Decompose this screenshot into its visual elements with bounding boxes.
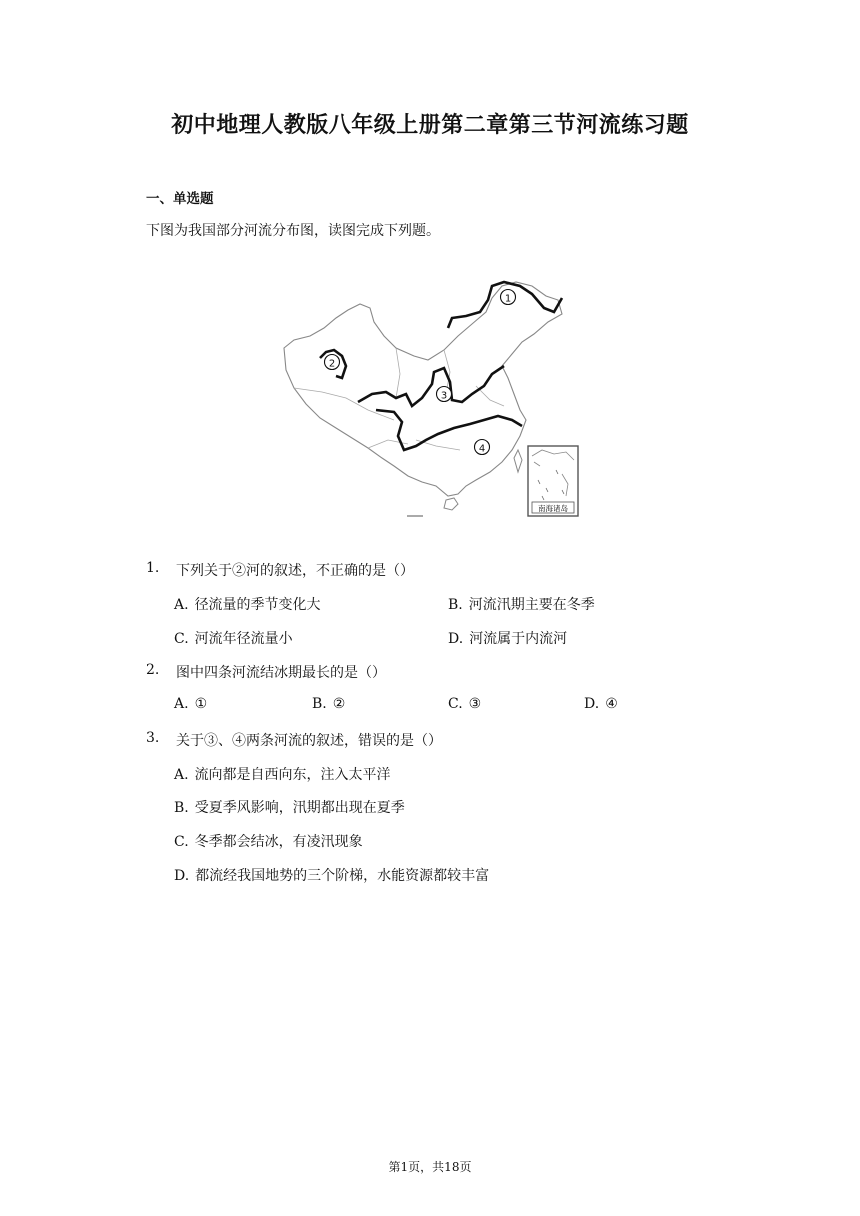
option-text: 流向都是自西向东，注入太平洋	[194, 767, 391, 783]
page-footer: 第1页，共18页	[388, 1160, 472, 1174]
option-text: ③	[468, 696, 482, 712]
question-1-text: 下列关于②河的叙述，不正确的是（）	[176, 563, 414, 579]
question-2-text: 图中四条河流结冰期最长的是（）	[176, 665, 386, 681]
option-letter: D.	[174, 868, 190, 884]
intro-text: 下图为我国部分河流分布图，读图完成下列题。	[146, 223, 440, 239]
question-2-number: 2.	[146, 662, 160, 678]
option-text: 河流属于内流河	[469, 631, 568, 647]
question-2-option-c	[448, 696, 481, 712]
question-1-option-a	[174, 594, 321, 614]
option-letter: C.	[448, 696, 463, 712]
question-2-option-d	[584, 696, 618, 712]
option-text: 河流年径流量小	[194, 631, 293, 647]
option-text: ④	[605, 696, 618, 712]
question-3-number: 3.	[146, 730, 160, 746]
question-1-number: 1.	[146, 560, 160, 576]
marker-3-label: 3	[440, 390, 448, 402]
option-text: ①	[194, 696, 208, 712]
page-title: 初中地理人教版八年级上册第二章第三节河流练习题	[171, 112, 689, 138]
option-letter: A.	[174, 696, 189, 712]
marker-1-label: 1	[504, 293, 512, 305]
option-text: ②	[332, 696, 346, 712]
question-2-option-a	[174, 696, 207, 712]
option-letter: B.	[174, 800, 189, 816]
option-text: 都流经我国地势的三个阶梯，水能资源都较丰富	[195, 868, 490, 884]
option-letter: A.	[174, 597, 189, 613]
marker-2-label: 2	[328, 358, 336, 370]
river-4	[376, 410, 522, 450]
option-text: 径流量的季节变化大	[194, 597, 321, 613]
question-3-text: 关于③、④两条河流的叙述，错误的是（）	[176, 733, 442, 749]
option-text: 冬季都会结冰，有凌汛现象	[194, 834, 363, 850]
question-3-option-c	[174, 831, 363, 851]
option-letter: C.	[174, 631, 189, 647]
option-letter: A.	[174, 767, 189, 783]
china-river-map	[276, 270, 586, 520]
taiwan-island	[514, 450, 522, 472]
option-letter: D.	[584, 696, 600, 712]
inset-label: 南海诸岛	[538, 504, 568, 513]
question-1-option-b	[448, 594, 595, 614]
river-3	[358, 366, 504, 406]
river-1	[448, 282, 562, 328]
question-2-option-b	[312, 696, 345, 712]
option-text: 受夏季风影响，汛期都出现在夏季	[194, 800, 405, 816]
marker-4-label: 4	[478, 443, 486, 455]
section-heading: 一、单选题	[146, 191, 214, 207]
question-1-option-c	[174, 628, 293, 648]
option-letter: D.	[448, 631, 464, 647]
option-letter: B.	[312, 696, 327, 712]
question-3-option-b	[174, 797, 405, 817]
hainan-island	[444, 498, 458, 510]
option-letter: C.	[174, 834, 189, 850]
question-3-option-d	[174, 865, 489, 885]
map-figure	[276, 270, 586, 520]
question-3-option-a	[174, 764, 391, 784]
option-letter: B.	[448, 597, 463, 613]
question-1-option-d	[448, 628, 567, 648]
option-text: 河流汛期主要在冬季	[468, 597, 595, 613]
